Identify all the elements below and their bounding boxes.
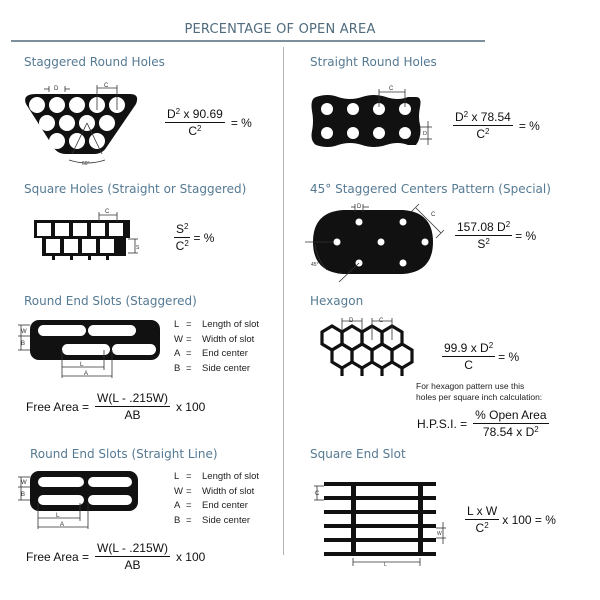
legend-row: B = Side center xyxy=(174,514,251,526)
square-end-slot-diagram xyxy=(310,478,450,566)
legend-row: L = Length of slot xyxy=(174,471,260,482)
formula-round-end-staggered: Free Area = $\frac{W(L - .215W)}{AB}$ x 100 xyxy=(26,391,206,422)
formula-square-holes: $\frac{S^2}{C^2}$ = % xyxy=(175,222,215,253)
label-a: A xyxy=(60,522,65,528)
formula-45-staggered: $\frac{157.08 D^2}{S^2}$ = % xyxy=(457,220,537,251)
label-c: C xyxy=(389,86,394,92)
column-divider xyxy=(283,47,284,555)
straight-round-holes-diagram xyxy=(308,85,448,153)
label-c: C xyxy=(315,491,320,497)
label-c: C xyxy=(104,83,109,89)
label-c: C xyxy=(431,212,436,218)
legend-round-end-staggered xyxy=(174,318,259,376)
formula-hpsi: H.P.S.I. = $\frac{\text{\% Open Area}}{78.54 x D^2}$ xyxy=(417,408,547,439)
heading-45-staggered: 45° Staggered Centers Pattern (Special) xyxy=(310,182,551,196)
label-a: A xyxy=(84,371,89,377)
label-l: L xyxy=(56,513,60,519)
label-s: S xyxy=(136,245,140,251)
legend-row: L = Length of slot xyxy=(174,319,260,330)
heading-square-end-slot: Square End Slot xyxy=(310,447,406,461)
staggered-round-holes-diagram xyxy=(22,82,142,166)
label-angle: 60° xyxy=(82,161,90,166)
square-holes-diagram xyxy=(32,208,144,266)
hexagon-diagram xyxy=(310,316,422,388)
label-d: D xyxy=(423,131,427,137)
heading-straight-round-holes: Straight Round Holes xyxy=(310,55,437,69)
label-w: W xyxy=(437,531,442,537)
label-w: W xyxy=(21,329,27,335)
label-d: D xyxy=(357,204,362,210)
label-angle: 45° xyxy=(311,262,319,268)
heading-hexagon: Hexagon xyxy=(310,294,364,308)
formula-straight-round: $\frac{D^2 x 78.54}{C^2}$ = % xyxy=(455,110,540,141)
heading-round-end-straight: Round End Slots (Straight Line) xyxy=(30,447,218,461)
legend-row: W = Width of slot xyxy=(174,485,255,497)
label-c: C xyxy=(105,209,110,215)
label-w: W xyxy=(21,480,27,486)
legend-row: A = End center xyxy=(174,500,248,511)
hexagon-note: For hexagon pattern use this holes per square inch calculation: xyxy=(416,381,543,402)
formula-square-end-slot: $\frac{\text{L x W}}{C^2}$ x 100 = % xyxy=(467,504,556,535)
legend-round-end-straight xyxy=(174,470,259,528)
legend-row: W = Width of slot xyxy=(174,333,255,345)
label-l: L xyxy=(80,362,84,368)
label-d: D xyxy=(54,86,59,92)
45-staggered-diagram xyxy=(303,200,448,282)
page-title: PERCENTAGE OF OPEN AREA xyxy=(184,22,376,37)
formula-staggered-round: $\frac{D^2 x 90.69}{C^2}$ = % xyxy=(167,107,252,138)
heading-round-end-staggered: Round End Slots (Staggered) xyxy=(24,294,197,308)
label-l: L xyxy=(384,562,387,566)
heading-square-holes: Square Holes (Straight or Staggered) xyxy=(24,182,247,196)
round-end-straight-diagram xyxy=(16,469,146,533)
label-c: C xyxy=(379,318,384,324)
round-end-staggered-diagram xyxy=(16,316,166,382)
title-rule xyxy=(11,40,485,42)
formula-round-end-straight: Free Area = $\frac{W(L - .215W)}{AB}$ x 100 xyxy=(26,541,206,572)
label-d: D xyxy=(349,318,354,324)
legend-row: B = Side center xyxy=(174,362,251,374)
label-b: B xyxy=(21,341,26,347)
formula-hexagon: $\frac{99.9 x D^2}{C}$ = % xyxy=(444,341,520,372)
label-b: B xyxy=(21,492,26,498)
legend-row: A = End center xyxy=(174,348,248,359)
heading-staggered-round-holes: Staggered Round Holes xyxy=(24,55,165,69)
